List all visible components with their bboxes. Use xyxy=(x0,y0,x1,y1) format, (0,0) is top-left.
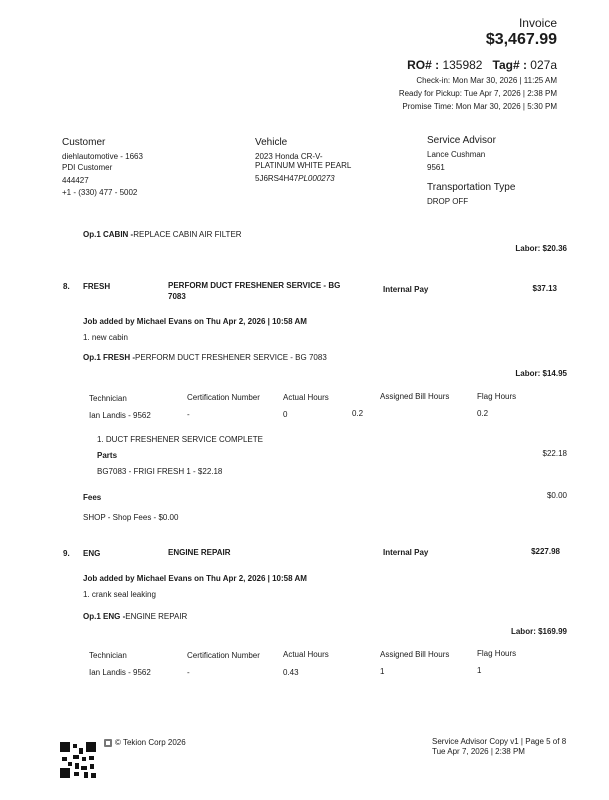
job9-tech-header-flag: Flag Hours xyxy=(477,649,517,658)
job9-tech-cert: - xyxy=(187,668,190,677)
job8-desc1: PERFORM DUCT FRESHENER SERVICE - BG xyxy=(168,281,341,290)
vehicle-line2: PLATINUM WHITE PEARL xyxy=(255,161,352,170)
job8-parts-label: Parts xyxy=(97,451,118,460)
job8-op-label: Op.1 FRESH - xyxy=(83,353,136,362)
ro-label: RO# : xyxy=(407,58,440,72)
job8-note: 1. new cabin xyxy=(83,333,128,342)
job9-op-desc: ENGINE REPAIR xyxy=(125,612,188,621)
job8-fees-item: SHOP - Shop Fees - $0.00 xyxy=(83,513,179,522)
customer-line3: 444427 xyxy=(62,176,89,185)
tekion-logo-icon xyxy=(104,739,112,747)
job9-tech-header-technician: Technician xyxy=(89,651,127,660)
job9-pay-type: Internal Pay xyxy=(383,548,429,557)
job8-parts-amount: $22.18 xyxy=(542,449,567,458)
vehicle-title: Vehicle xyxy=(255,137,288,148)
job8-tech-flag: 0.2 xyxy=(477,409,489,418)
job8-tech-header-actual: Actual Hours xyxy=(283,393,329,402)
job9-tech-name: Ian Landis - 9562 xyxy=(89,668,151,677)
transport-title: Transportation Type xyxy=(427,182,516,193)
advisor-name: Lance Cushman xyxy=(427,150,486,159)
job8-tech-header-flag: Flag Hours xyxy=(477,392,517,401)
job9-note: 1. crank seal leaking xyxy=(83,590,156,599)
vin-prefix: 5J6RS4H47 xyxy=(255,174,299,183)
job8-desc2: 7083 xyxy=(168,292,186,301)
tag-label: Tag# : xyxy=(492,58,527,72)
customer-line2: PDI Customer xyxy=(62,163,113,172)
job8-number: 8. xyxy=(63,282,70,291)
job8-tech-header-cert: Certification Number xyxy=(187,393,260,402)
customer-line1: diehlautomotive - 1663 xyxy=(62,152,143,161)
job8-pay-type: Internal Pay xyxy=(383,285,429,294)
job8-labor: Labor: $14.95 xyxy=(515,369,567,378)
job8-tech-cert: - xyxy=(187,410,190,419)
job9-tech-assigned: 1 xyxy=(380,667,385,676)
transport-value: DROP OFF xyxy=(427,197,469,206)
footer-copy-info: Service Advisor Copy v1 | Page 5 of 8 xyxy=(432,737,567,746)
job8-tech-assigned: 0.2 xyxy=(352,409,364,418)
job8-tech-header-technician: Technician xyxy=(89,394,127,403)
cabin-op-label: Op.1 CABIN - xyxy=(83,230,134,239)
vin-suffix: PL000273 xyxy=(298,174,335,183)
job8-tech-header-assigned: Assigned Bill Hours xyxy=(380,392,450,401)
job8-amount: $37.13 xyxy=(532,284,557,293)
job9-tech-flag: 1 xyxy=(477,666,482,675)
advisor-number: 9561 xyxy=(427,163,445,172)
footer-printed: Tue Apr 7, 2026 | 2:38 PM xyxy=(432,747,525,756)
job9-desc1: ENGINE REPAIR xyxy=(168,548,231,557)
job8-story: 1. DUCT FRESHENER SERVICE COMPLETE xyxy=(97,435,263,444)
promise-time: Promise Time: Mon Mar 30, 2026 | 5:30 PM xyxy=(402,102,557,111)
job9-number: 9. xyxy=(63,549,70,558)
job9-code: ENG xyxy=(83,549,101,558)
job9-added-by: Job added by Michael Evans on Thu Apr 2, 2026 | 10:58 AM xyxy=(83,574,307,583)
vehicle-vin xyxy=(255,174,335,183)
customer-title: Customer xyxy=(62,137,106,148)
doc-type: Invoice xyxy=(518,16,557,30)
cabin-op-desc: REPLACE CABIN AIR FILTER xyxy=(133,230,242,239)
footer-company: © Tekion Corp 2026 xyxy=(115,738,186,747)
job9-tech-actual: 0.43 xyxy=(283,668,299,677)
advisor-title: Service Advisor xyxy=(427,135,496,146)
job8-op xyxy=(83,353,327,362)
job9-op xyxy=(83,612,187,621)
job8-tech-actual: 0 xyxy=(283,410,288,419)
job8-op-desc: PERFORM DUCT FRESHENER SERVICE - BG 7083 xyxy=(135,353,327,362)
job9-tech-header-cert: Certification Number xyxy=(187,651,260,660)
job8-code: FRESH xyxy=(83,282,111,291)
job9-amount: $227.98 xyxy=(531,547,560,556)
ro-tag-line xyxy=(407,58,557,72)
invoice-total: $3,467.99 xyxy=(485,31,557,48)
job9-tech-header-assigned: Assigned Bill Hours xyxy=(380,650,450,659)
cabin-labor: Labor: $20.36 xyxy=(515,244,567,253)
customer-phone: +1 - (330) 477 - 5002 xyxy=(62,188,138,197)
ready-time: Ready for Pickup: Tue Apr 7, 2026 | 2:38 PM xyxy=(398,89,557,98)
job8-fees-label: Fees xyxy=(83,493,102,502)
job8-parts-item: BG7083 - FRIGI FRESH 1 - $22.18 xyxy=(97,467,223,476)
qr-code-icon xyxy=(60,742,96,778)
checkin-time: Check-in: Mon Mar 30, 2026 | 11:25 AM xyxy=(416,76,557,85)
job9-tech-header-actual: Actual Hours xyxy=(283,650,329,659)
vehicle-line1: 2023 Honda CR-V- xyxy=(255,152,323,161)
job8-fees-amount: $0.00 xyxy=(546,491,567,500)
tag-number: 027a xyxy=(530,58,557,72)
ro-number: 135982 xyxy=(442,58,483,72)
cabin-op xyxy=(83,230,242,239)
job8-added-by: Job added by Michael Evans on Thu Apr 2, 2026 | 10:58 AM xyxy=(83,317,307,326)
job9-labor: Labor: $169.99 xyxy=(510,627,567,636)
job9-op-label: Op.1 ENG - xyxy=(83,612,126,621)
job8-tech-name: Ian Landis - 9562 xyxy=(89,411,151,420)
